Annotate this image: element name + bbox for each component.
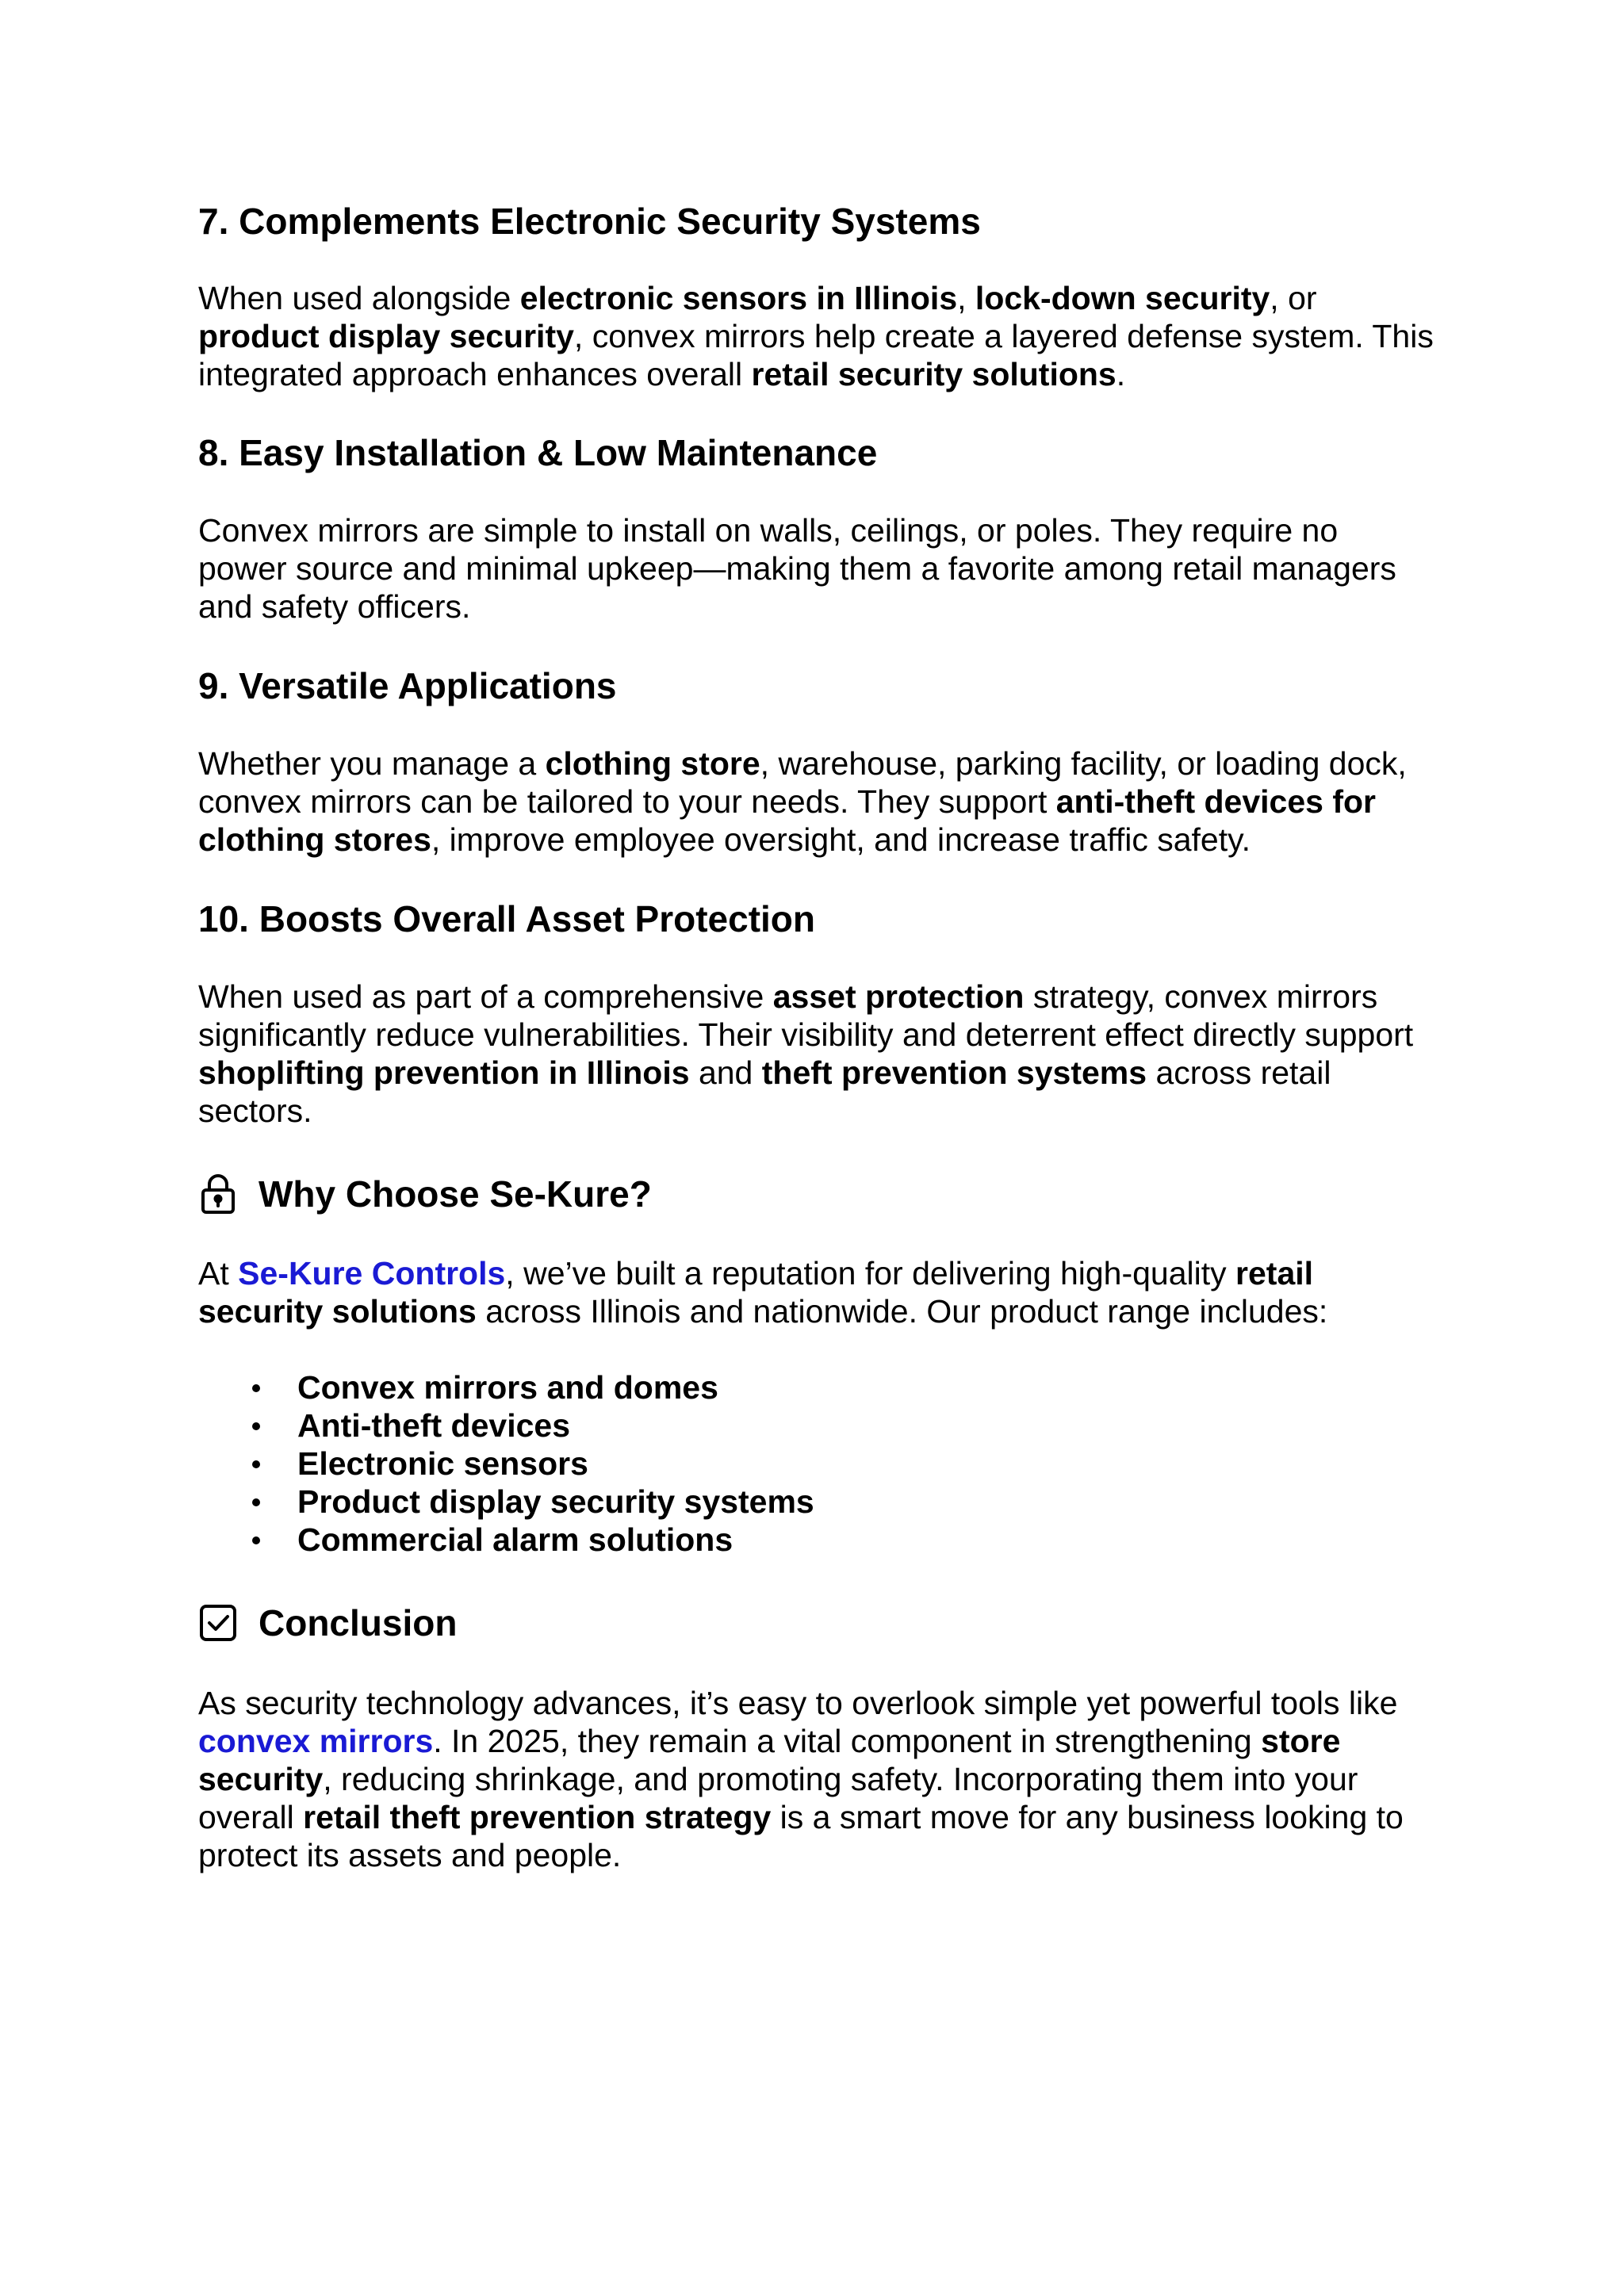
why-choose-title: Why Choose Se-Kure? (259, 1173, 652, 1215)
bold-anti-theft-devices-clothing: anti-theft devices for clothing stores (198, 783, 1376, 858)
bold-lock-down-security: lock-down security (975, 280, 1270, 316)
padlock-icon (198, 1173, 238, 1215)
bold-store-security: store security (198, 1723, 1341, 1797)
bold-shoplifting-prevention: shoplifting prevention in Illinois (198, 1054, 690, 1091)
bold-asset-protection: asset protection (772, 978, 1025, 1015)
bold-electronic-sensors: electronic sensors in Illinois (519, 280, 958, 316)
bold-retail-theft-prevention-strategy: retail theft prevention strategy (303, 1799, 772, 1835)
heading-conclusion (198, 1601, 457, 1644)
convex-mirrors-link[interactable]: convex mirrors (198, 1723, 434, 1759)
heading-versatile-applications: 9. Versatile Applications (198, 665, 617, 706)
heading-easy-installation: 8. Easy Installation & Low Maintenance (198, 432, 878, 473)
heading-why-choose-sekure (198, 1173, 652, 1215)
bold-theft-prevention-systems: theft prevention systems (761, 1054, 1147, 1091)
list-item: Electronic sensors (198, 1445, 814, 1483)
sekure-controls-link[interactable]: Se-Kure Controls (238, 1255, 506, 1292)
paragraph-versatile-applications: Whether you manage a clothing store, warehouse, parking facility, or loading dock, convex mirrors can be tailored to your needs. They support anti-theft devices for clothing stores, improve employee oversight, and increase traffic safety. (198, 745, 1407, 858)
bold-retail-security-solutions: retail security solutions (751, 356, 1116, 392)
heading-complements-electronic-security: 7. Complements Electronic Security Systems (198, 201, 981, 242)
paragraph-why-choose-sekure: At Se-Kure Controls, we’ve built a reputation for delivering high-quality retail security solutions across Illinois and nationwide. Our product range includes: (198, 1255, 1328, 1330)
bold-clothing-store: clothing store (545, 745, 760, 782)
paragraph-conclusion: As security technology advances, it’s easy to overlook simple yet powerful tools like convex mirrors. In 2025, they remain a vital component in strengthening store security, reducing shrinkage, and promoting safety. Incorporating them into your overall retail theft prevention strategy is a smart move for any business looking to protect its assets and people. (198, 1685, 1404, 1873)
checkbox-icon (198, 1601, 238, 1644)
product-range-list (198, 1368, 814, 1559)
list-item: Anti-theft devices (198, 1406, 814, 1445)
list-item: Convex mirrors and domes (198, 1368, 814, 1406)
paragraph-complements-electronic-security: When used alongside electronic sensors in Illinois, lock-down security, or product display security, convex mirrors help create a layered defense system. This integrated approach enhances overall retail security solutions. (198, 280, 1434, 392)
list-item: Product display security systems (198, 1483, 814, 1521)
bold-retail-security-solutions-2: retail security solutions (198, 1255, 1314, 1330)
heading-asset-protection: 10. Boosts Overall Asset Protection (198, 898, 816, 939)
list-item: Commercial alarm solutions (198, 1521, 814, 1559)
conclusion-title: Conclusion (259, 1602, 458, 1644)
paragraph-asset-protection: When used as part of a comprehensive asset protection strategy, convex mirrors significantly reduce vulnerabilities. Their visibility and deterrent effect directly support shoplifting prevention in Illinois and theft prevention systems across retail sectors. (198, 978, 1414, 1129)
paragraph-easy-installation: Convex mirrors are simple to install on walls, ceilings, or poles. They require no power source and minimal upkeep—making them a favorite among retail managers and safety officers. (198, 512, 1396, 625)
bold-product-display-security: product display security (198, 318, 574, 354)
